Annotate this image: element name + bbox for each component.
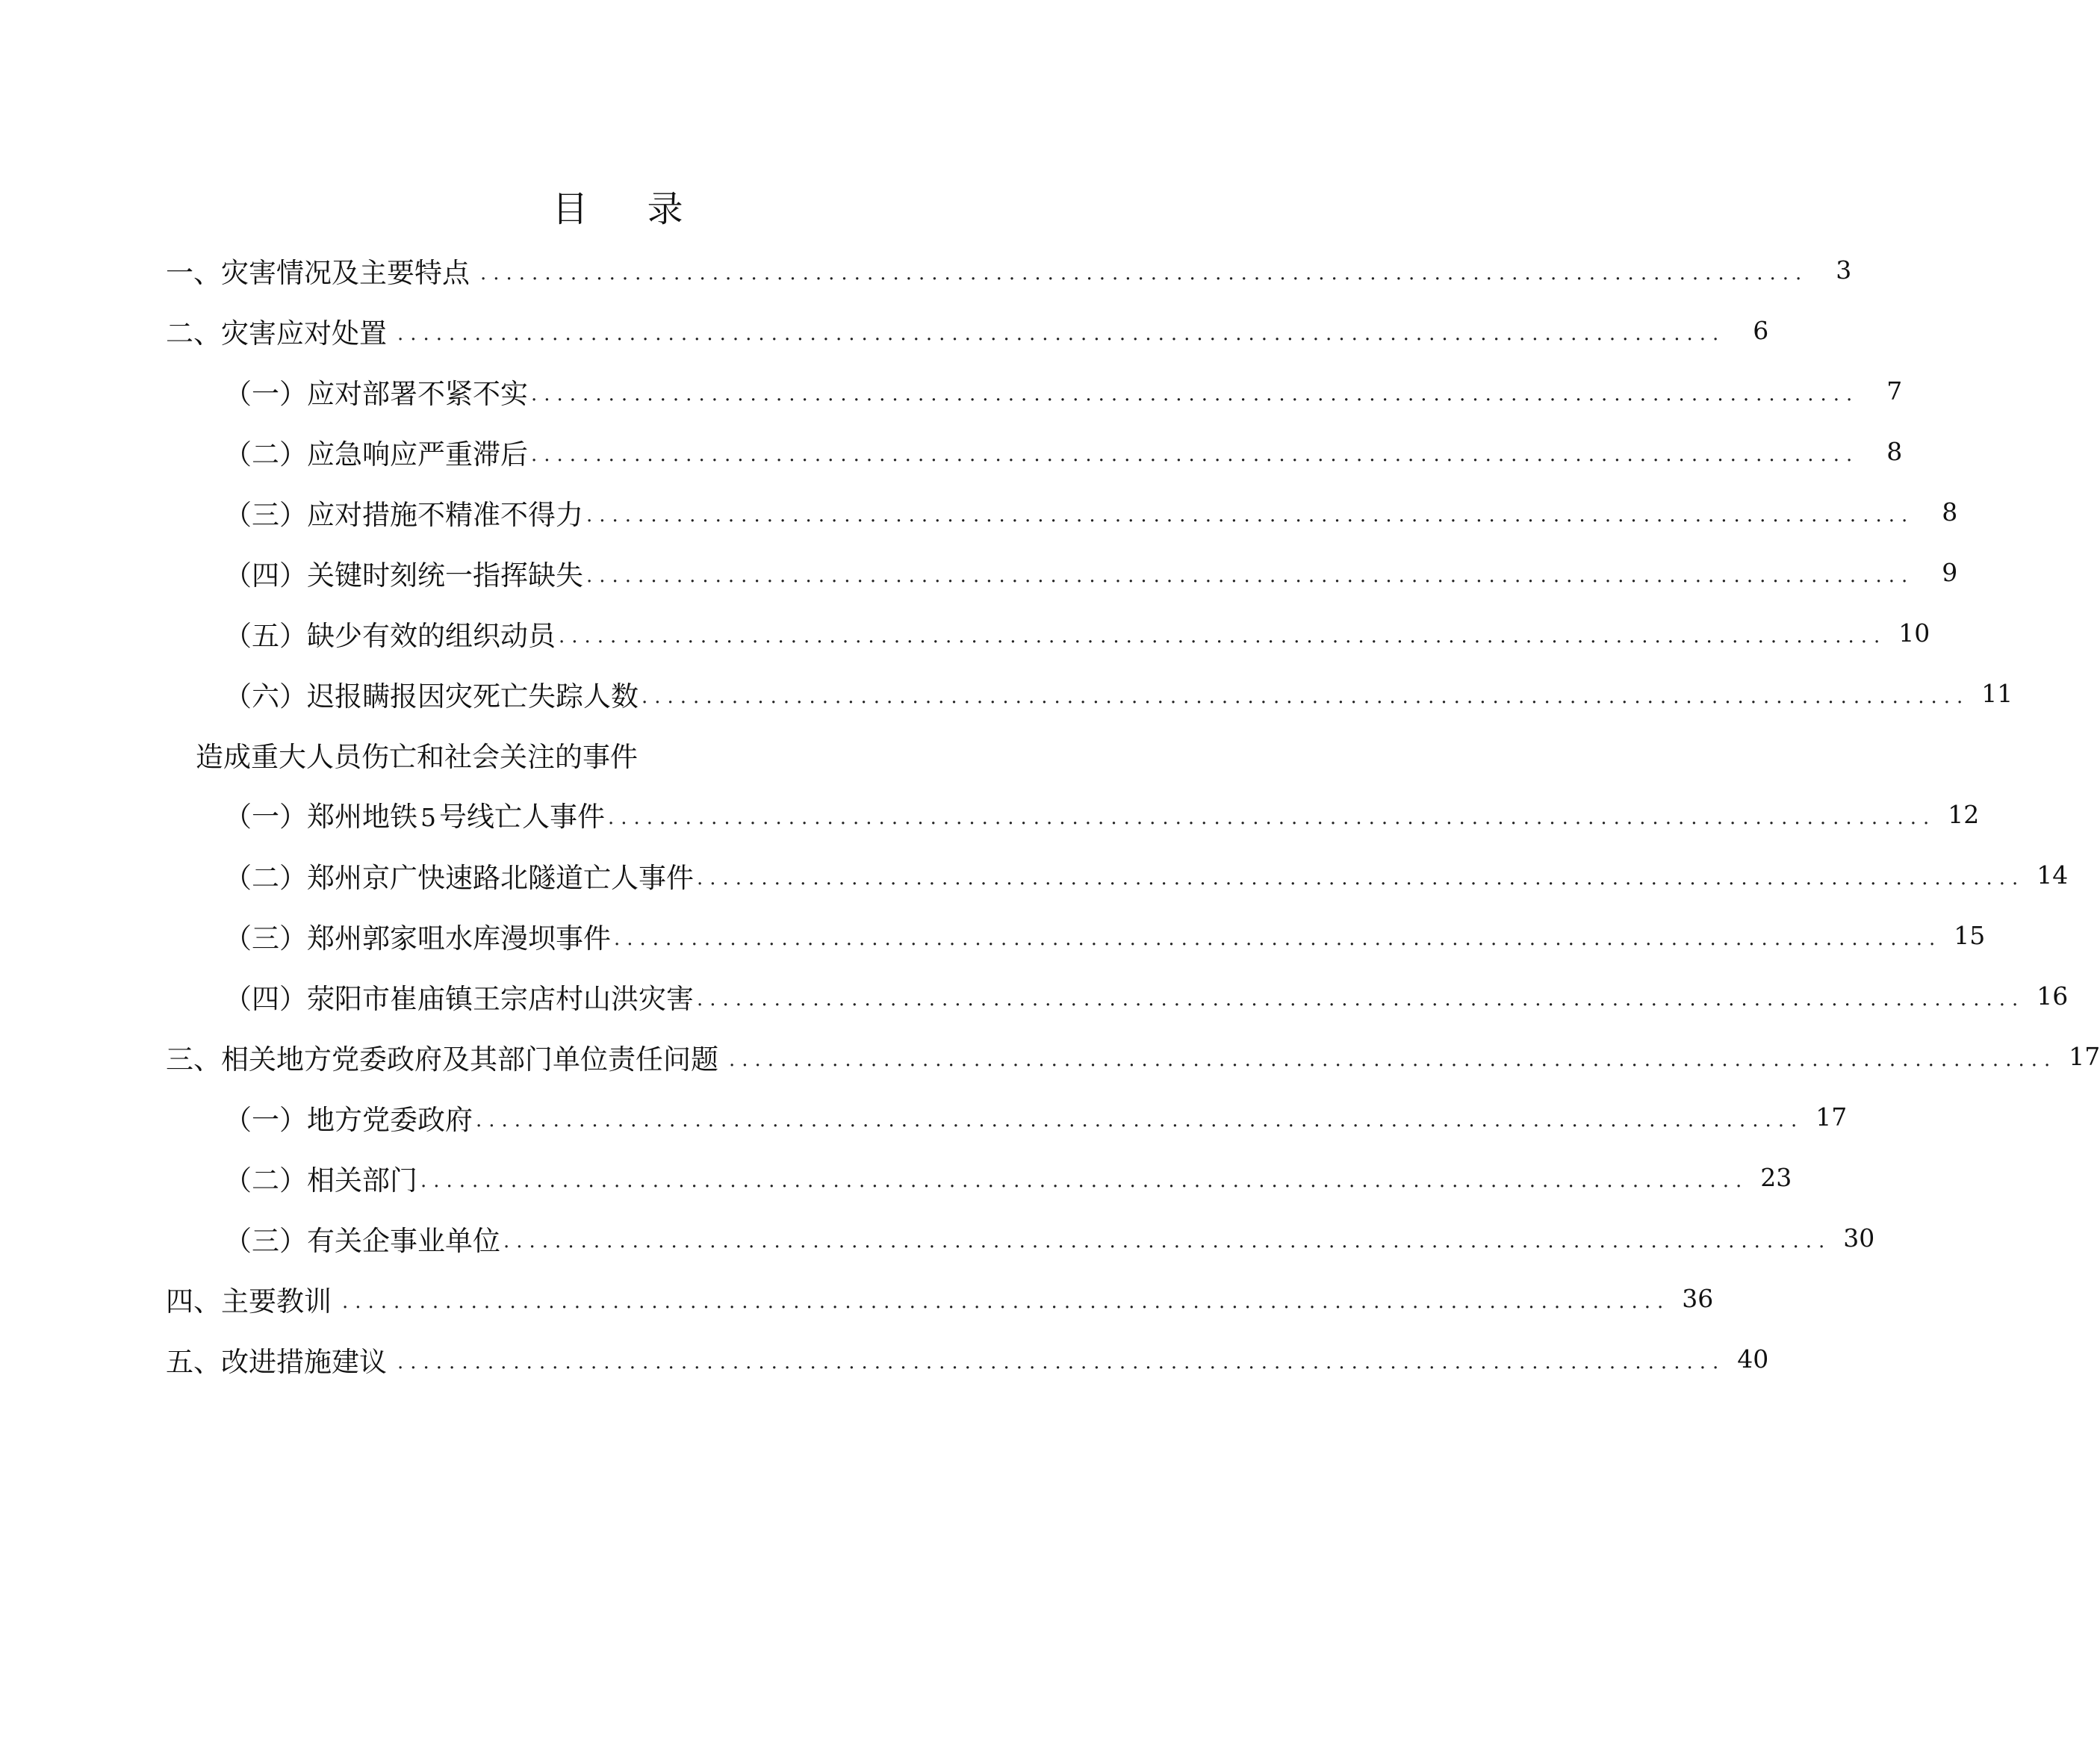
toc-page-number: 40 [1737,1344,1769,1374]
toc-entry[interactable] [224,676,2013,718]
toc-entry-label: 造成重大人员伤亡和社会关注的事件 [196,741,638,773]
toc-page-number: 17 [1815,1102,1848,1132]
toc-entry[interactable] [224,373,1903,415]
dot-leader: ....................................................................................................... [586,504,1915,527]
toc-entry-label: （三）有关企事业单位 [224,1225,500,1257]
toc-page-number: 6 [1753,316,1769,345]
toc-page-number: 7 [1886,376,1903,406]
toc-entry[interactable] [166,252,1852,294]
toc-entry-label: （二）相关部门 [224,1164,417,1197]
toc-entry-label-suffix: 号线亡人事件 [439,801,605,833]
toc-entry-label [224,796,605,839]
dot-leader: ....................................................................................................... [586,565,1915,587]
page-title: 目 录 [552,188,707,230]
toc-entry-label: （二）应急响应严重滞后 [224,438,528,471]
toc-page-number: 8 [1942,497,1958,527]
toc-entry[interactable] [166,313,1769,355]
dot-leader: ....................................................................................................... [608,807,1936,829]
dot-leader: ....................................................................................................... [476,1109,1804,1132]
toc-entry[interactable] [224,797,1980,839]
toc-entry[interactable] [224,918,1986,960]
toc-page-number: 23 [1760,1163,1792,1192]
toc-entry[interactable] [224,1220,1875,1262]
toc-entry-label: （三）郑州郭家咀水库漫坝事件 [224,922,611,955]
toc-page-number: 14 [2037,860,2069,890]
dot-leader: ....................................................................................................... [697,988,2025,1011]
toc-entry[interactable] [224,978,2069,1020]
toc-entry-label: （四）关键时刻统一指挥缺失 [224,559,583,592]
dot-leader: ....................................................................................................... [397,323,1726,345]
dot-leader: ....................................................................................................... [342,1291,1671,1313]
toc-entry[interactable] [166,1281,1714,1323]
toc-page-number: 11 [1981,679,2013,708]
toc-entry-label: （二）郑州京广快速路北隧道亡人事件 [224,862,694,894]
toc-entry-label: 二、灾害应对处置 [166,317,387,350]
toc-entry[interactable] [166,1039,2100,1081]
dot-leader: ....................................................................................................... [642,686,1970,708]
dot-leader: ....................................................................................................... [614,928,1942,950]
dot-leader: ....................................................................................................... [480,262,1809,285]
toc-entry-label: 一、灾害情况及主要特点 [166,257,470,289]
toc-page-number: 8 [1886,437,1903,466]
toc-entry-label: 四、主要教训 [166,1285,332,1318]
toc-page-number: 17 [2069,1042,2100,1071]
toc-page-number: 15 [1954,921,1986,950]
toc-page-number: 3 [1836,255,1852,285]
toc-entry[interactable] [224,1099,1848,1141]
toc-page-number: 12 [1948,800,1980,829]
toc-entry-label: （三）应对措施不精准不得力 [224,499,583,531]
toc-entry-label: （四）荥阳市崔庙镇王宗店村山洪灾害 [224,983,694,1015]
toc-section-heading [196,736,868,778]
dot-leader: ....................................................................................................... [729,1049,2057,1071]
toc-entry-label: （一）应对部署不紧不实 [224,378,528,410]
toc-entry-label: 五、改进措施建议 [166,1346,387,1378]
dot-leader: ....................................................................................................... [503,1230,1832,1253]
dot-leader: ....................................................................................................... [531,444,1860,466]
toc-entry[interactable] [224,434,1903,476]
toc-entry[interactable] [166,1341,1769,1383]
dot-leader: ....................................................................................................... [697,867,2025,890]
toc-entry[interactable] [224,494,1958,536]
dot-leader: ....................................................................................................... [420,1170,1749,1192]
toc-entry[interactable] [224,615,1930,657]
toc-page-number: 36 [1682,1284,1714,1313]
toc-entry-label: 三、相关地方党委政府及其部门单位责任问题 [166,1043,718,1076]
dot-leader: ....................................................................................................... [559,625,1887,648]
toc-entry-label: （五）缺少有效的组织动员 [224,620,556,652]
toc-entry[interactable] [224,1160,1792,1202]
toc-entry[interactable] [224,857,2069,899]
toc-entry-label: （一）地方党委政府 [224,1104,473,1136]
toc-entry-label: （六）迟报瞒报因灾死亡失踪人数 [224,680,639,713]
toc-page-number: 16 [2037,981,2069,1011]
toc-entry-label-prefix: （一）郑州地铁 [224,801,417,833]
toc-entry-label-number: 5 [420,803,436,832]
toc-page-number: 30 [1843,1223,1875,1253]
dot-leader: ....................................................................................................... [397,1351,1726,1374]
dot-leader: ....................................................................................................... [531,383,1860,406]
toc-entry[interactable] [224,555,1958,597]
toc-page-number: 9 [1942,558,1958,587]
toc-page-number: 10 [1898,618,1930,648]
